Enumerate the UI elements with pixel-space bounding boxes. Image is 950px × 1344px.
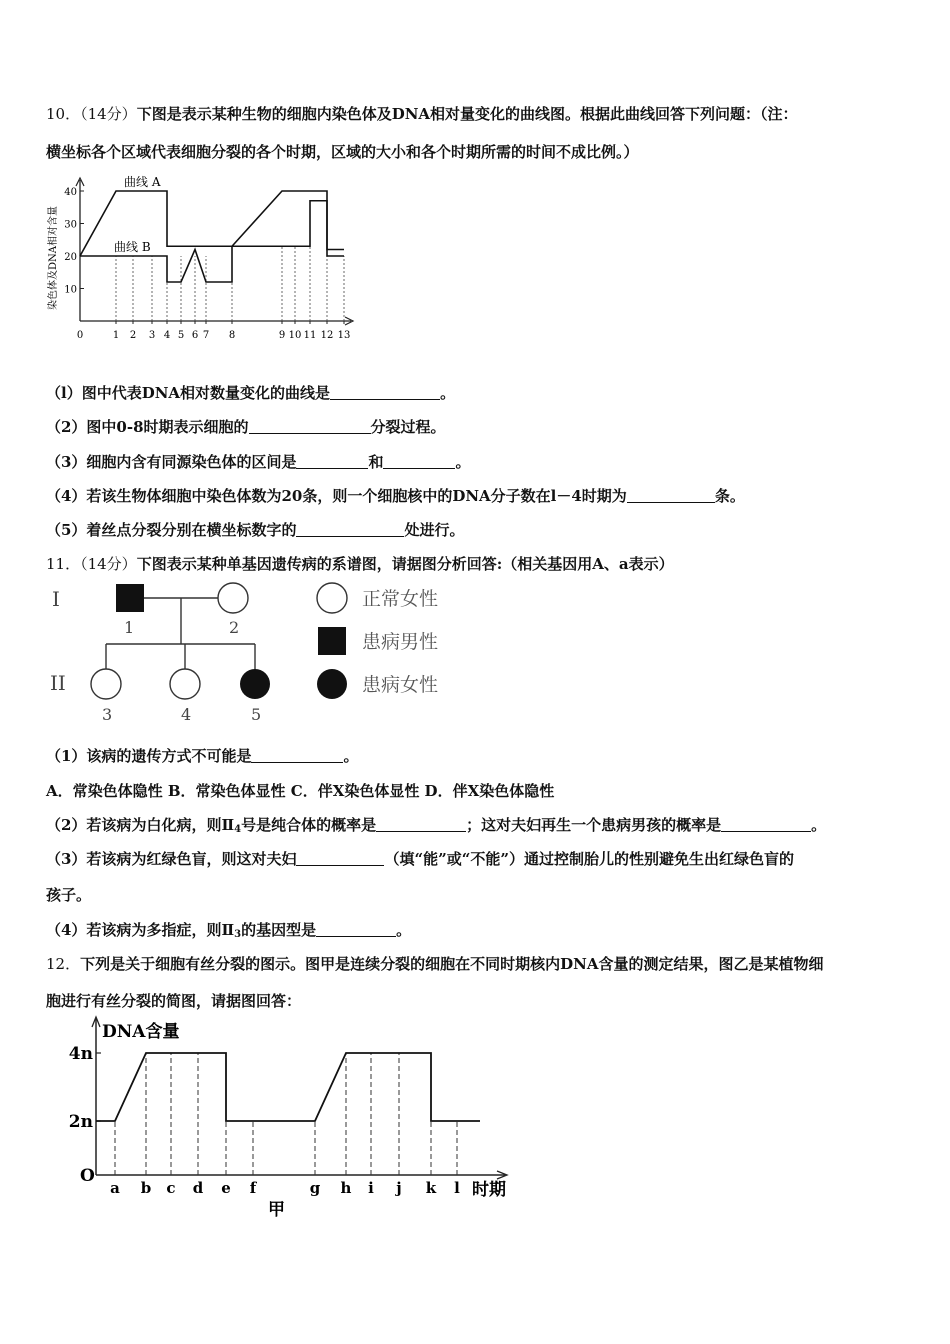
y-tick-label: 20 (64, 252, 77, 263)
individual-4-label: 4 (181, 705, 192, 724)
x-tick-label: 6 (191, 330, 199, 341)
individual-2-label: 2 (229, 618, 240, 637)
dna-content-chart (60, 1015, 530, 1225)
q11-p4-text2: 的基因型是 (241, 921, 317, 939)
q11-p2-end: 。 (811, 816, 827, 834)
x-tick-label: j (396, 1179, 402, 1197)
y-tick-label: 10 (64, 284, 77, 296)
x-tick-label: 9 (278, 330, 286, 341)
x-tick-label: 7 (202, 330, 210, 341)
chart-a-ticks (64, 187, 350, 341)
x-tick-label: 13 (337, 330, 351, 341)
answer-blank[interactable] (296, 454, 368, 469)
answer-blank[interactable] (316, 922, 396, 937)
chart-b-lines (96, 1053, 480, 1175)
chart-a-ylabel: 染色体及DNA相对含量 (48, 206, 59, 310)
legend-normal-female-symbol (317, 583, 347, 613)
q10-p3-and: 和 (368, 453, 384, 471)
generation-2-label: II (50, 671, 66, 695)
answer-blank[interactable] (376, 817, 466, 832)
x-tick-label: i (368, 1179, 374, 1197)
answer-blank[interactable] (249, 419, 371, 434)
q11-stem-text: 下图表示某种单基因遗传病的系谱图，请据图分析回答:（相关基因用A、a表示） (136, 555, 674, 573)
legend-affected-male-label: 患病男性 (362, 631, 439, 653)
q10-stem1: 下图是表示某种生物的细胞内染色体及DNA相对量变化的曲线图。根据此曲线回答下列问题：（注： (136, 105, 798, 123)
q11-stem (46, 553, 674, 574)
y-tick-label: 30 (64, 219, 77, 231)
q12-stem-line1 (46, 953, 823, 974)
q12-stem2: 胞进行有丝分裂的简图，请据图回答： (46, 992, 302, 1010)
x-tick-label: e (221, 1179, 231, 1197)
chart-b-ylabel: DNA含量 (102, 1022, 180, 1042)
generation-1-label: I (52, 587, 60, 611)
q11-part3 (46, 848, 794, 869)
answer-blank[interactable] (330, 385, 440, 400)
q10-part5 (46, 519, 464, 540)
q12-number: 12． (46, 955, 81, 973)
x-tick-label: k (425, 1179, 437, 1197)
x-tick-label: c (166, 1179, 176, 1197)
q10-p3-text: （3）细胞内含有同源染色体的区间是 (46, 453, 297, 471)
legend-affected-female-symbol (317, 669, 347, 699)
x-tick-label: 10 (288, 330, 302, 341)
q11-number: 11．（14分） (46, 555, 137, 573)
x-tick-label: 1 (112, 330, 120, 341)
q10-stem-line1 (46, 103, 798, 124)
legend-affected-female-label: 患病女性 (362, 674, 439, 696)
q10-p4-text: （4）若该生物体细胞中染色体数为20条，则一个细胞核中的DNA分子数在l－4时期为 (46, 487, 627, 505)
chart-a-lines (80, 191, 344, 321)
x-tick-label: b (140, 1179, 152, 1197)
legend-normal-female-label: 正常女性 (362, 588, 439, 610)
answer-blank[interactable] (296, 522, 404, 537)
answer-blank[interactable] (721, 817, 811, 832)
x-tick-label: 5 (177, 330, 185, 341)
normal-female-3 (91, 669, 121, 699)
chart-b-xlabel: 时期 (472, 1180, 506, 1200)
x-tick-label: 4 (163, 330, 171, 341)
q10-p4-end: 条。 (714, 487, 745, 505)
y-tick-label: 4n (68, 1044, 93, 1064)
q11-p3-continuation: 孩子。 (46, 886, 92, 904)
q10-p2-end: 分裂过程。 (370, 418, 446, 436)
q11-part1 (46, 745, 358, 766)
q10-p1-text: （l）图中代表DNA相对数量变化的曲线是 (46, 384, 331, 402)
x-tick-label: 0 (76, 330, 84, 341)
q10-p3-end: 。 (455, 453, 471, 471)
q11-p3-text2: （填“能”或“不能”）通过控制胎儿的性别避免生出红绿色盲的 (384, 850, 794, 868)
q10-part3 (46, 451, 470, 472)
q11-p3-text: （3）若该病为红绿色盲，则这对夫妇 (46, 850, 297, 868)
chart-a-curve-a-label: 曲线 A (124, 175, 161, 189)
q11-p2-text2: 号是纯合体的概率是 (241, 816, 377, 834)
x-tick-label: 11 (303, 330, 317, 341)
pedigree-chart (40, 578, 470, 728)
affected-female-5 (240, 669, 270, 699)
x-tick-label: d (192, 1179, 204, 1197)
q10-p5-text: （5）着丝点分裂分别在横坐标数字的 (46, 521, 297, 539)
q11-p2-subscript: 4 (234, 824, 242, 835)
individual-5-label: 5 (251, 705, 262, 724)
y-tick-label: 2n (68, 1112, 93, 1132)
y-tick-label: O (80, 1166, 95, 1186)
q10-stem2: 横坐标各个区域代表细胞分裂的各个时期，区域的大小和各个时期所需的时间不成比例。） (46, 143, 639, 161)
q10-part2 (46, 416, 446, 437)
x-tick-label: a (110, 1179, 120, 1197)
answer-blank[interactable] (251, 748, 343, 763)
x-tick-label: 2 (129, 330, 137, 341)
answer-blank[interactable] (627, 488, 715, 503)
normal-female-2 (218, 583, 248, 613)
individual-1-label: 1 (124, 618, 135, 637)
q10-part4 (46, 485, 745, 506)
q10-p1-end: 。 (440, 384, 456, 402)
chromosome-dna-chart (44, 172, 364, 347)
x-tick-label: l (454, 1179, 460, 1197)
q10-p5-end: 处进行。 (404, 521, 465, 539)
chart-a-curve-b-label: 曲线 B (114, 240, 151, 254)
q11-p2-text3: ；这对夫妇再生一个患病男孩的概率是 (466, 816, 722, 834)
q11-p1-text: （1）该病的遗传方式不可能是 (46, 747, 252, 765)
q12-stem1: 下列是关于细胞有丝分裂的图示。图甲是连续分裂的细胞在不同时期核内DNA含量的测定结果，图乙是某植物细 (80, 955, 824, 973)
q11-p4-end: 。 (396, 921, 412, 939)
q11-p2-text: （2）若该病为白化病，则Ⅱ (46, 816, 235, 834)
individual-3-label: 3 (102, 705, 113, 724)
q11-part2 (46, 814, 826, 835)
q11-part4 (46, 919, 411, 940)
q10-number: 10．（14分） (46, 105, 137, 123)
q11-options: A．常染色体隐性 B．常染色体显性 C．伴X染色体显性 D．伴X染色体隐性 (46, 782, 555, 800)
x-tick-label: 3 (148, 330, 156, 341)
dna-content-line (96, 1053, 480, 1121)
q11-p4-subscript: 3 (234, 929, 242, 940)
q11-p4-text: （4）若该病为多指症，则Ⅱ (46, 921, 235, 939)
legend-affected-male-symbol (318, 627, 346, 655)
x-tick-label: g (309, 1179, 321, 1197)
affected-male-1 (116, 584, 144, 612)
x-tick-label: h (340, 1179, 352, 1197)
answer-blank[interactable] (296, 851, 384, 866)
normal-female-4 (170, 669, 200, 699)
answer-blank[interactable] (383, 454, 455, 469)
x-tick-label: 12 (320, 330, 334, 341)
chart-b-title: 甲 (268, 1200, 285, 1220)
y-tick-label: 40 (64, 187, 77, 198)
q10-p2-text: （2）图中0-8时期表示细胞的 (46, 418, 249, 436)
x-tick-label: 8 (228, 330, 236, 341)
q11-p1-end: 。 (343, 747, 359, 765)
q10-part1 (46, 382, 455, 403)
x-tick-label: f (249, 1179, 257, 1197)
